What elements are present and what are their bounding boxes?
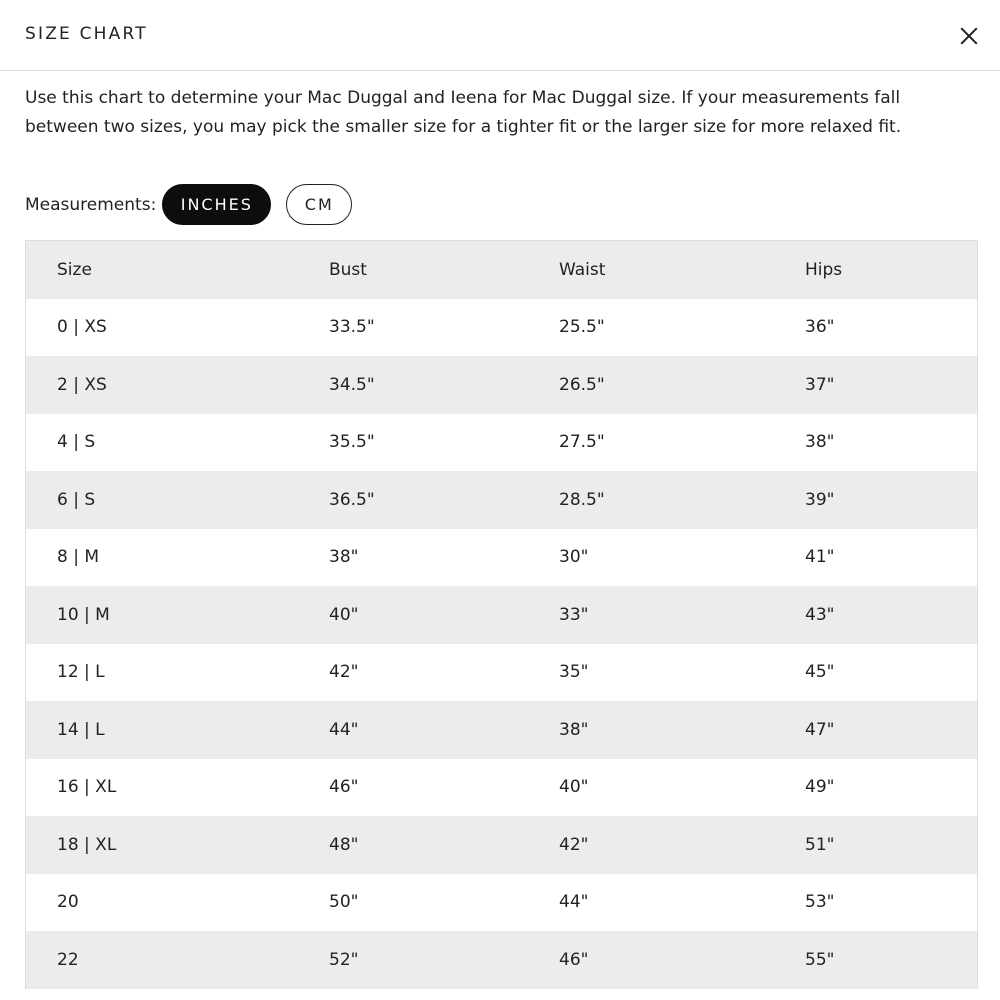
bust-cell: 50" bbox=[329, 892, 359, 913]
size-cell: 18 | XL bbox=[57, 834, 117, 855]
size-cell: 10 | M bbox=[57, 604, 110, 625]
bust-cell: 35.5" bbox=[329, 432, 375, 453]
column-header-hips: Hips bbox=[805, 259, 843, 280]
table-row bbox=[26, 931, 977, 989]
table-row bbox=[26, 701, 977, 759]
table-row bbox=[26, 471, 977, 529]
modal-title: SIZE CHART bbox=[25, 24, 148, 44]
hips-cell: 55" bbox=[805, 949, 835, 970]
waist-cell: 30" bbox=[559, 547, 589, 568]
table-row bbox=[26, 816, 977, 874]
hips-cell: 53" bbox=[805, 892, 835, 913]
waist-cell: 38" bbox=[559, 719, 589, 740]
size-cell: 22 bbox=[57, 949, 79, 970]
bust-cell: 48" bbox=[329, 834, 359, 855]
size-cell: 20 bbox=[57, 892, 79, 913]
size-cell: 16 | XL bbox=[57, 777, 117, 798]
modal-header bbox=[0, 0, 1000, 71]
measurements-label: Measurements: bbox=[25, 194, 157, 215]
size-cell: 0 | XS bbox=[57, 317, 107, 338]
waist-cell: 27.5" bbox=[559, 432, 605, 453]
column-header-waist: Waist bbox=[559, 259, 606, 280]
waist-cell: 42" bbox=[559, 834, 589, 855]
waist-cell: 44" bbox=[559, 892, 589, 913]
bust-cell: 52" bbox=[329, 949, 359, 970]
hips-cell: 37" bbox=[805, 374, 835, 395]
size-table bbox=[26, 241, 977, 989]
table-row bbox=[26, 529, 977, 587]
bust-cell: 40" bbox=[329, 604, 359, 625]
waist-cell: 46" bbox=[559, 949, 589, 970]
size-cell: 2 | XS bbox=[57, 374, 107, 395]
waist-cell: 25.5" bbox=[559, 317, 605, 338]
bust-cell: 36.5" bbox=[329, 489, 375, 510]
waist-cell: 28.5" bbox=[559, 489, 605, 510]
bust-cell: 46" bbox=[329, 777, 359, 798]
inches-button[interactable]: INCHES bbox=[162, 184, 271, 225]
table-header-row bbox=[26, 241, 977, 299]
size-cell: 6 | S bbox=[57, 489, 96, 510]
hips-cell: 36" bbox=[805, 317, 835, 338]
bust-cell: 33.5" bbox=[329, 317, 375, 338]
waist-cell: 26.5" bbox=[559, 374, 605, 395]
size-cell: 14 | L bbox=[57, 719, 105, 740]
bust-cell: 42" bbox=[329, 662, 359, 683]
intro-text: Use this chart to determine your Mac Duggal and Ieena for Mac Duggal size. If your measurements fall between two sizes, you may pick the smaller size for a tighter fit or the larger size for more relaxed fit. bbox=[25, 88, 902, 137]
bust-cell: 38" bbox=[329, 547, 359, 568]
table-body bbox=[26, 299, 977, 989]
column-header-size: Size bbox=[57, 259, 92, 280]
table-row bbox=[26, 356, 977, 414]
hips-cell: 43" bbox=[805, 604, 835, 625]
hips-cell: 41" bbox=[805, 547, 835, 568]
hips-cell: 47" bbox=[805, 719, 835, 740]
table-row bbox=[26, 586, 977, 644]
size-cell: 4 | S bbox=[57, 432, 96, 453]
table-row bbox=[26, 644, 977, 702]
column-header-bust: Bust bbox=[329, 259, 367, 280]
size-cell: 12 | L bbox=[57, 662, 105, 683]
table-row bbox=[26, 414, 977, 472]
waist-cell: 40" bbox=[559, 777, 589, 798]
size-cell: 8 | M bbox=[57, 547, 100, 568]
table-row bbox=[26, 299, 977, 357]
hips-cell: 51" bbox=[805, 834, 835, 855]
hips-cell: 38" bbox=[805, 432, 835, 453]
table-row bbox=[26, 759, 977, 817]
table-row bbox=[26, 874, 977, 932]
cm-button[interactable]: CM bbox=[286, 184, 352, 225]
close-icon[interactable] bbox=[955, 22, 983, 50]
hips-cell: 45" bbox=[805, 662, 835, 683]
hips-cell: 49" bbox=[805, 777, 835, 798]
size-table-container bbox=[25, 240, 978, 989]
measurement-toggle bbox=[25, 183, 352, 226]
waist-cell: 33" bbox=[559, 604, 589, 625]
bust-cell: 34.5" bbox=[329, 374, 375, 395]
hips-cell: 39" bbox=[805, 489, 835, 510]
waist-cell: 35" bbox=[559, 662, 589, 683]
bust-cell: 44" bbox=[329, 719, 359, 740]
